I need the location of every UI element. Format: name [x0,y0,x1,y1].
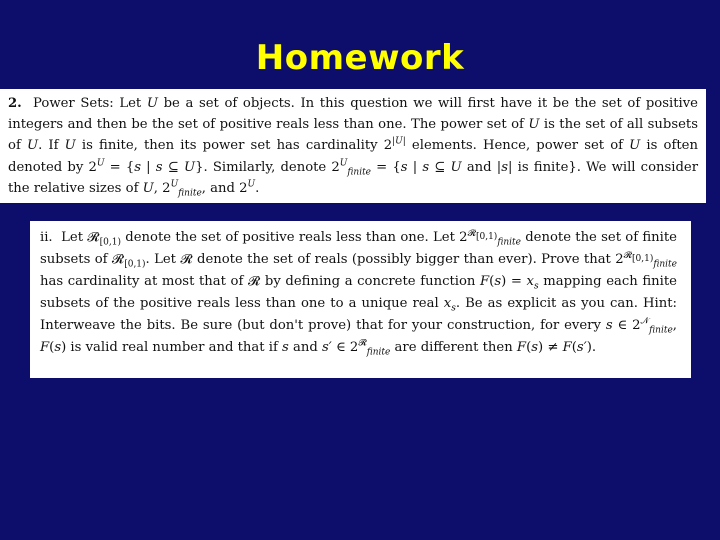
slide-title: Homework [255,38,465,78]
question-2-text: 2. Power Sets: Let U be a set of objects. In this question we will first have it be the set of positive integers and then be the set of positive reals less than one. The power set of U is the set of all subsets of U. If U is finite, then its power set has cardinality $2^{|U|}$ elements. Hence, power set of U is often denoted by $2^U = \{s$ | s ⊆ U}. Similarly, denote $2^U_{finite} = \{s$ | s ⊆ U and |s| is finite}. We will consider the relative sizes of U, $2^U_{finite}$, and $2^U$. [8,96,699,199]
question-2-image [0,89,706,203]
question-2-part-ii-text: ii. Let 𝓡$_{[0,1)}$ denote the set of positive reals less than one. Let $2^{𝓡_{[0,1)}}_{finite}$ denote the set of finite subsets of 𝓡$_{[0,1)}$. Let 𝓡 denote the set of reals (possibly bigger than ever). Prove that $2^{𝓡_{[0,1)}}_{finite}$ has cardinality at most that of 𝓡 by defining a concrete function $F(s) = x_s$ mapping each finite subsets of the positive reals less than one to a unique real $x_s$. Be as explicit as you can. Hint: Interweave the bits. Be sure (but don't prove) that for your construction, for every s ∈ $2^𝒩_{finite}$, F(s) is valid real number and that if s and s′ ∈ $2^𝓡_{finite}$ are different then F(s) ≠ F(s′). [40,228,677,358]
question-2-part-ii-image [30,221,691,378]
